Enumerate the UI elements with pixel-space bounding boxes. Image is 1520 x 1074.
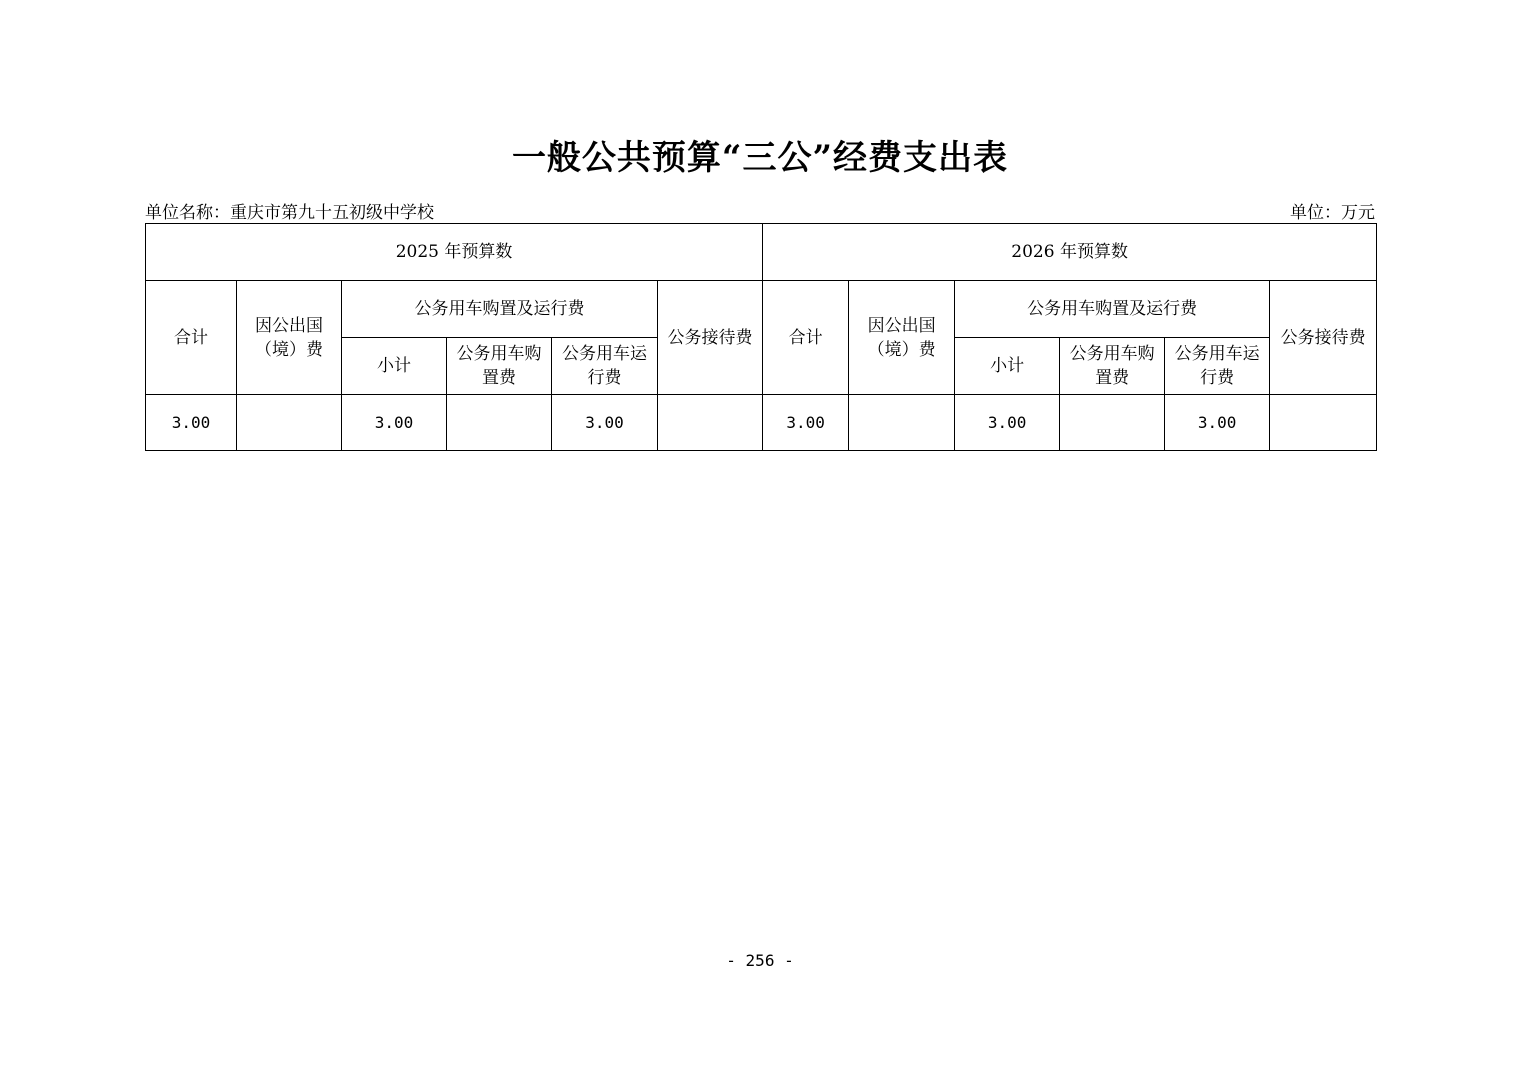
header-2026-abroad: 因公出国（境）费	[849, 281, 955, 395]
cell-2026-subtotal: 3.00	[955, 395, 1060, 451]
cell-2025-vehicle-purchase	[447, 395, 552, 451]
header-2025-budget: 2025 年预算数	[146, 224, 763, 281]
page-number: - 256 -	[726, 951, 794, 970]
header-2026-total: 合计	[763, 281, 849, 395]
cell-2025-vehicle-operation: 3.00	[552, 395, 658, 451]
header-2025-vehicle: 公务用车购置及运行费	[342, 281, 658, 338]
cell-2026-vehicle-purchase	[1060, 395, 1165, 451]
header-2025-reception: 公务接待费	[658, 281, 763, 395]
table-row	[146, 395, 1377, 451]
three-public-expenses-table	[145, 223, 1377, 451]
header-2026-vehicle: 公务用车购置及运行费	[955, 281, 1270, 338]
table-header-row-categories	[146, 281, 1377, 338]
cell-2025-subtotal: 3.00	[342, 395, 447, 451]
header-2026-budget: 2026 年预算数	[763, 224, 1377, 281]
header-2025-vehicle-purchase: 公务用车购置费	[447, 338, 552, 395]
cell-2026-reception	[1270, 395, 1377, 451]
header-2026-subtotal: 小计	[955, 338, 1060, 395]
unit-name-label: 单位名称：重庆市第九十五初级中学校	[145, 203, 434, 223]
cell-2025-abroad	[237, 395, 342, 451]
cell-2026-abroad	[849, 395, 955, 451]
header-2026-vehicle-purchase: 公务用车购置费	[1060, 338, 1165, 395]
currency-unit-label: 单位：万元	[1290, 203, 1375, 223]
header-2026-vehicle-operation: 公务用车运行费	[1165, 338, 1270, 395]
header-2025-vehicle-operation: 公务用车运行费	[552, 338, 658, 395]
table-header-row-years	[146, 224, 1377, 281]
cell-2025-reception	[658, 395, 763, 451]
cell-2025-total: 3.00	[146, 395, 237, 451]
page-title: 一般公共预算“三公”经费支出表	[511, 138, 1009, 178]
header-2025-total: 合计	[146, 281, 237, 395]
cell-2026-vehicle-operation: 3.00	[1165, 395, 1270, 451]
cell-2026-total: 3.00	[763, 395, 849, 451]
header-2025-subtotal: 小计	[342, 338, 447, 395]
header-2026-reception: 公务接待费	[1270, 281, 1377, 395]
header-2025-abroad: 因公出国（境）费	[237, 281, 342, 395]
